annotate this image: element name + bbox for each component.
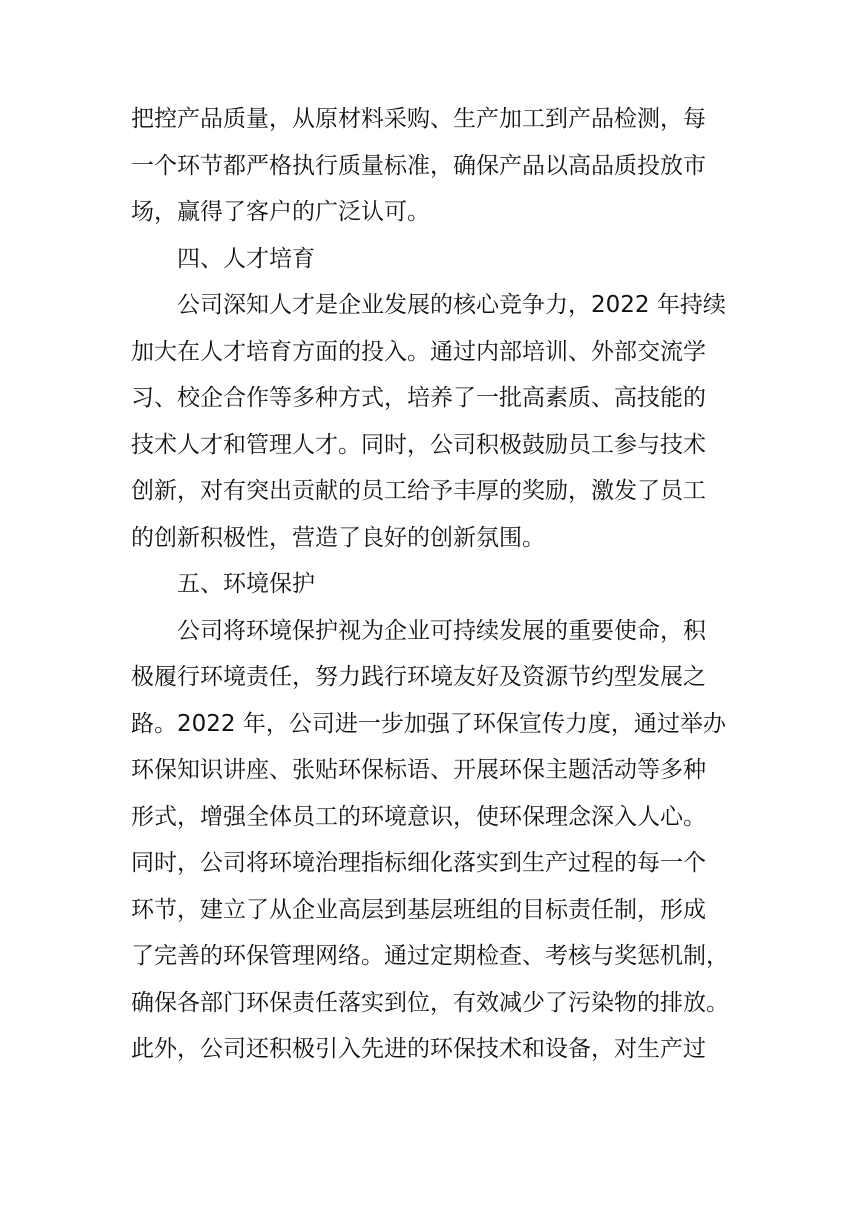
- text-line: 形式，增强全体员工的环境意识，使环保理念深入人心。: [131, 803, 706, 830]
- text-line: 创新，对有突出贡献的员工给予丰厚的奖励，激发了员工: [131, 478, 706, 504]
- text-line: 技术人才和管理人才。同时，公司积极鼓励员工参与技术: [131, 431, 706, 458]
- text-line: 路。2022 年，公司进一步加强了环保宣传力度，通过举办: [131, 710, 726, 737]
- text-line: 场，赢得了客户的广泛认可。: [131, 199, 430, 225]
- text-line: 同时，公司将环境治理指标细化落实到生产过程的每一个: [131, 850, 706, 876]
- text-line: 的创新积极性，营造了良好的创新氛围。: [131, 524, 545, 551]
- text-line: 极履行环境责任，努力践行环境友好及资源节约型发展之: [131, 664, 706, 690]
- text-line: 加大在人才培育方面的投入。通过内部培训、外部交流学: [131, 338, 706, 365]
- section-heading-talent: 四、人才培育: [177, 245, 315, 272]
- text-line: 环节，建立了从企业高层到基层班组的目标责任制，形成: [131, 896, 706, 923]
- text-line: 此外，公司还积极引入先进的环保技术和设备，对生产过: [131, 1036, 706, 1062]
- text-line: 一个环节都严格执行质量标准，确保产品以高品质投放市: [131, 152, 706, 179]
- text-line: 把控产品质量，从原材料采购、生产加工到产品检测，每: [131, 106, 706, 132]
- section-heading-environment: 五、环境保护: [177, 571, 315, 597]
- text-line: 确保各部门环保责任落实到位，有效减少了污染物的排放。: [131, 989, 729, 1016]
- text-line: 环保知识讲座、张贴环保标语、开展环保主题活动等多种: [131, 757, 706, 783]
- text-line: 了完善的环保管理网络。通过定期检查、考核与奖惩机制，: [131, 943, 729, 969]
- text-line: 公司深知人才是企业发展的核心竞争力，2022 年持续: [177, 292, 726, 318]
- document-body: [131, 96, 731, 1073]
- text-line: 习、校企合作等多种方式，培养了一批高素质、高技能的: [131, 385, 706, 411]
- text-line: 公司将环境保护视为企业可持续发展的重要使命，积: [177, 617, 706, 644]
